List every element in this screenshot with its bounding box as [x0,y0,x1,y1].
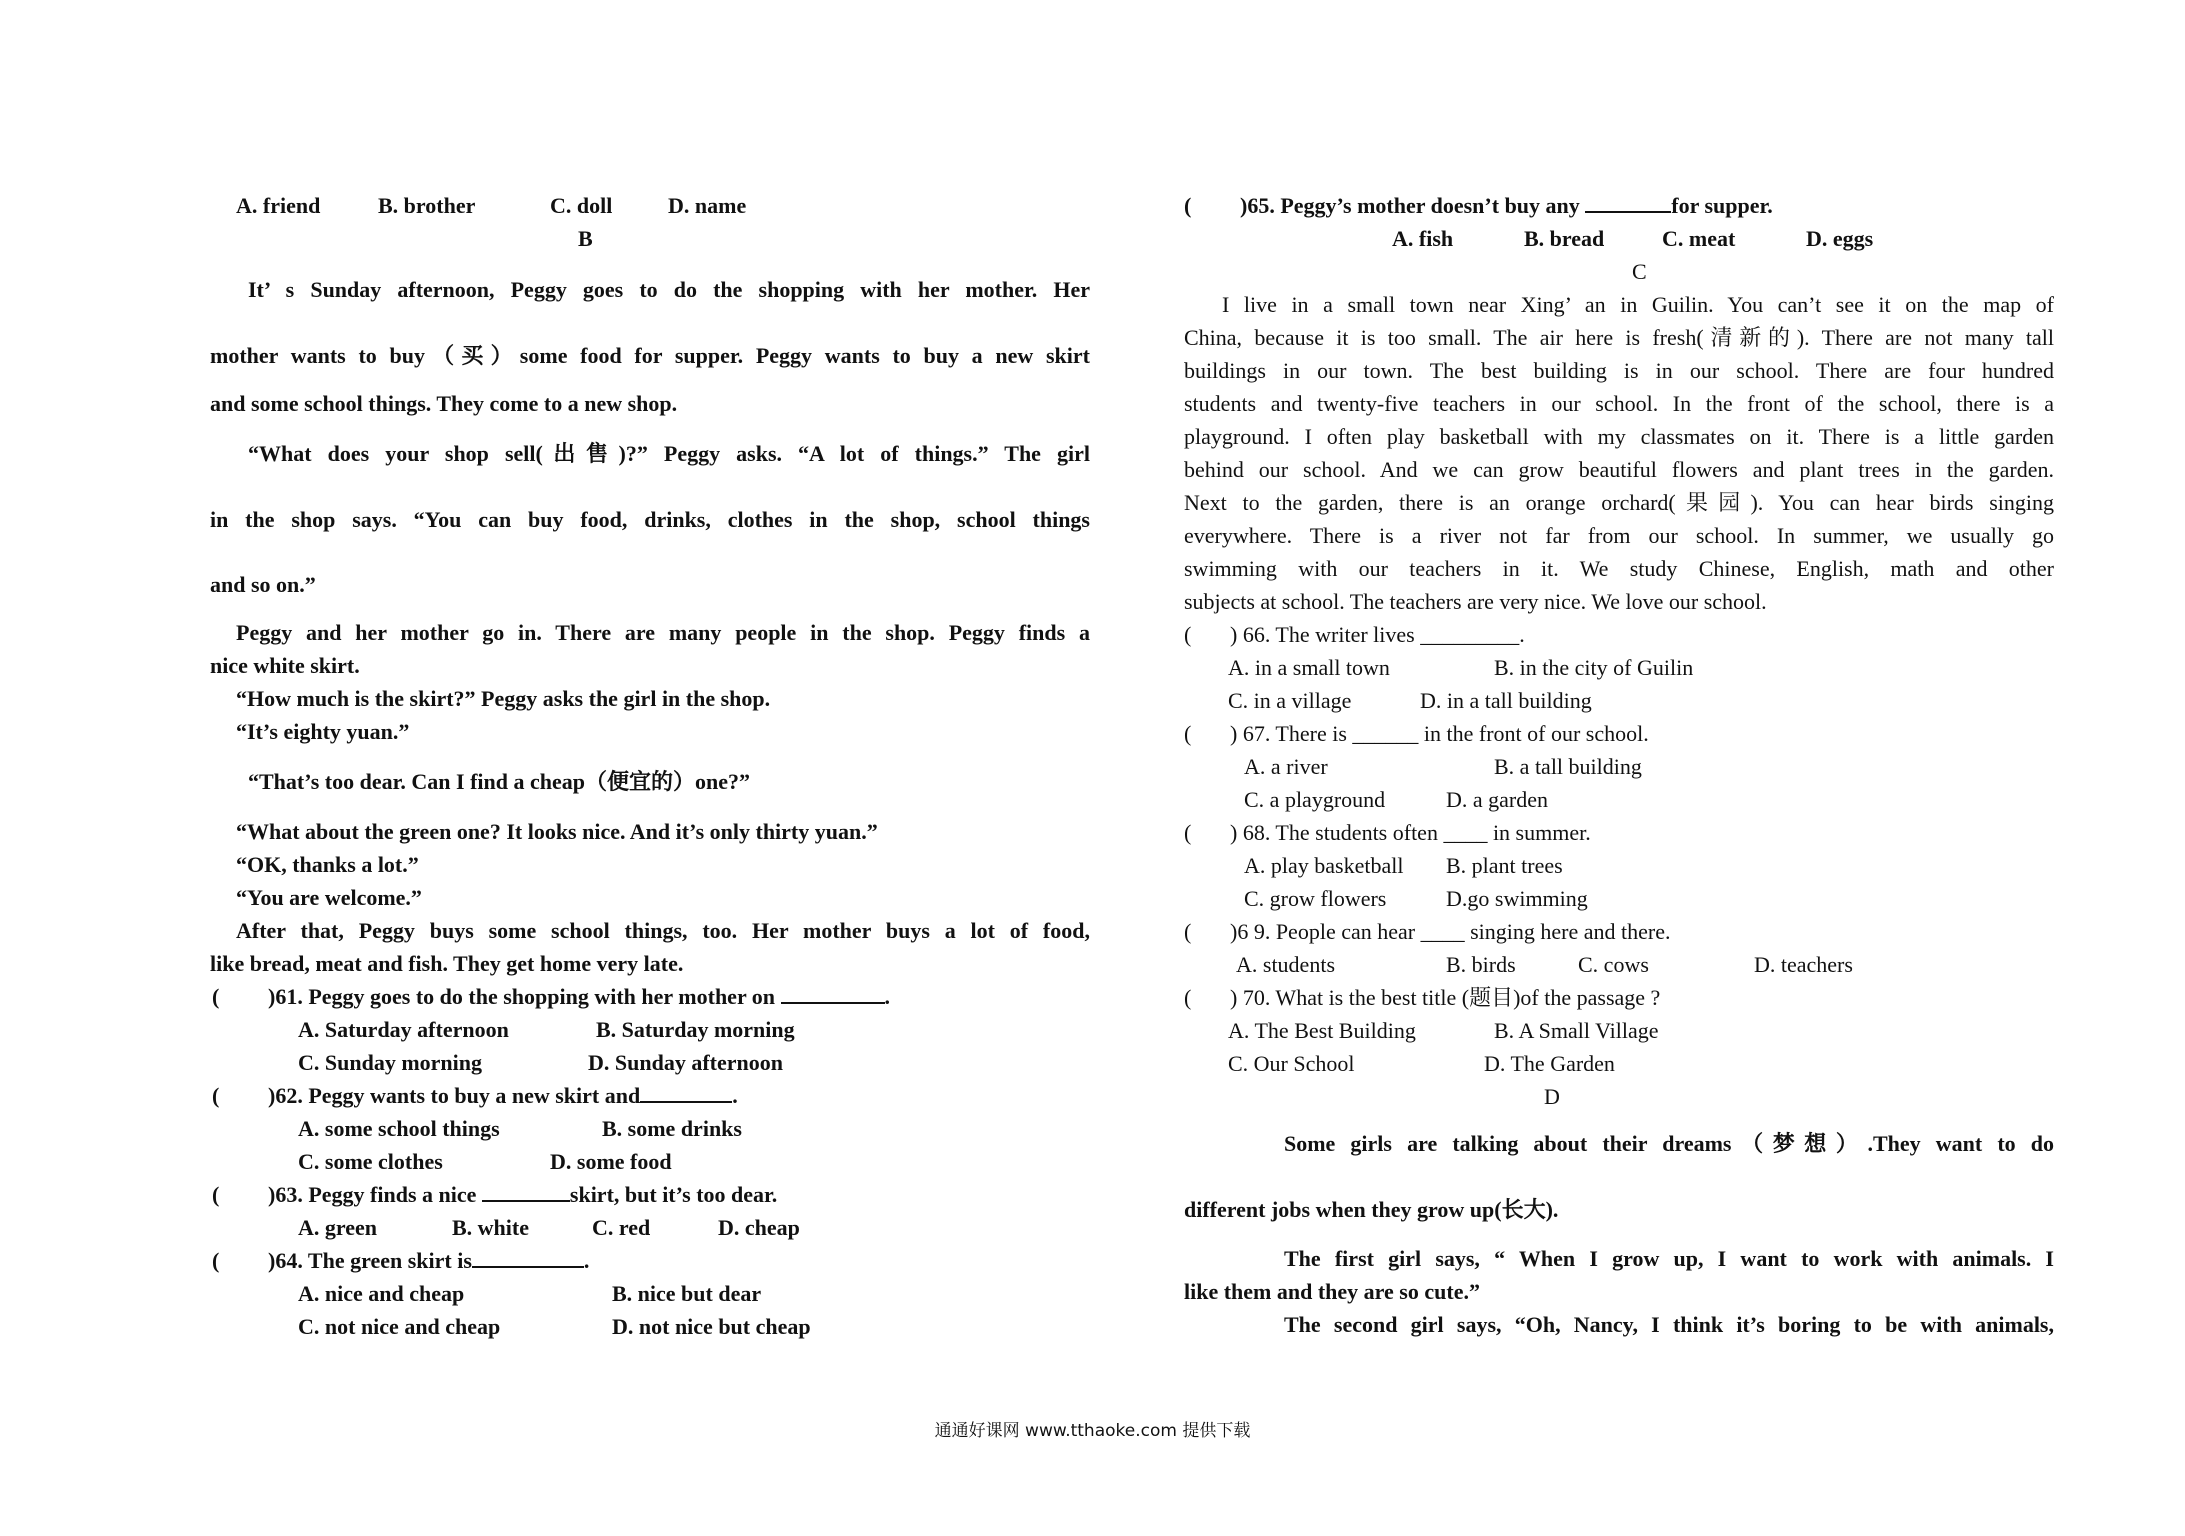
paragraph-line: Some girls are talking about their dreams（梦想）.They want to do [1284,1131,2054,1156]
paragraph-line: like them and they are so cute.” [1184,1279,1480,1304]
answer-bracket: ( [1184,919,1192,944]
option-d: D. in a tall building [1420,688,1592,713]
paragraph-line: buildings in our town. The best building is in our school. There are four hundred [1184,358,2054,383]
paragraph-line: After that, Peggy buys some school things, too. Her mother buys a lot of food, [236,918,1090,943]
option-a: A. The Best Building [1228,1018,1416,1043]
option-c: C. a playground [1244,787,1386,812]
option-c: C. in a village [1228,688,1352,713]
question-text: )62. Peggy wants to buy a new skirt and . [268,1079,738,1112]
answer-bracket: ( [212,1083,220,1108]
option-b: B. brother [378,193,476,218]
option-d: D. cheap [718,1215,800,1240]
paragraph-line: The first girl says, “ When I grow up, I want to work with animals. I [1284,1246,2054,1271]
answer-blank [781,980,885,1004]
option-b: B. a tall building [1494,754,1642,779]
option-b: B. some drinks [602,1116,742,1141]
question-text: ) 67. There is ______ in the front of our school. [1230,721,1649,746]
answer-bracket: ( [1184,820,1192,845]
question-text: )6 9. People can hear ____ singing here and there. [1230,919,1671,944]
paragraph-line: It’ s Sunday afternoon, Peggy goes to do the shopping with her mother. Her [248,277,1090,302]
option-a: A. students [1236,952,1335,977]
section-letter-b: B [578,226,593,251]
dialogue-line: “You are welcome.” [236,885,422,910]
option-c: C. Our School [1228,1051,1355,1076]
option-d: D. Sunday afternoon [588,1050,783,1075]
section-letter-d: D [1544,1084,1560,1109]
answer-bracket: ( [212,1182,220,1207]
paragraph-line: “What does your shop sell(出售)?” Peggy asks. “A lot of things.” The girl [248,441,1090,466]
question-text: )61. Peggy goes to do the shopping with her mother on . [268,980,890,1013]
option-a: A. friend [236,193,321,218]
paragraph-line: and some school things. They come to a new shop. [210,391,678,416]
option-a: A. a river [1244,754,1328,779]
page-footer: 通通好课网 www.tthaoke.com 提供下载 [934,1421,1251,1441]
dialogue-line: “What about the green one? It looks nice. And it’s only thirty yuan.” [236,819,878,844]
question-text: )64. The green skirt is . [268,1244,589,1277]
dialogue-line: “OK, thanks a lot.” [236,852,419,877]
option-d: D. not nice but cheap [612,1314,811,1339]
paragraph-line: nice white skirt. [210,653,360,678]
question-text: ) 68. The students often ____ in summer. [1230,820,1591,845]
option-a: A. Saturday afternoon [298,1017,509,1042]
section-letter-c: C [1632,259,1647,284]
paragraph-line: like bread, meat and fish. They get home very late. [210,951,684,976]
paragraph-line: Next to the garden, there is an orange orchard(果园). You can hear birds singing [1184,490,2054,515]
question-text: )63. Peggy finds a nice skirt, but it’s too dear. [268,1178,777,1211]
option-c: C. meat [1662,226,1736,251]
option-a: A. green [298,1215,378,1240]
answer-bracket: ( [212,984,220,1009]
answer-blank [640,1079,732,1103]
paragraph-line: mother wants to buy（买）some food for supper. Peggy wants to buy a new skirt [210,343,1090,368]
option-b: B. in the city of Guilin [1494,655,1694,680]
option-b: B. Saturday morning [596,1017,795,1042]
option-b: B. birds [1446,952,1516,977]
option-b: B. plant trees [1446,853,1563,878]
option-b: B. bread [1524,226,1605,251]
option-b: B. nice but dear [612,1281,762,1306]
answer-bracket: ( [1184,622,1192,647]
option-d: D. eggs [1806,226,1874,251]
paragraph-line: students and twenty-five teachers in our school. In the front of the school, there is a [1184,391,2054,416]
paragraph-line: subjects at school. The teachers are very nice. We love our school. [1184,589,1767,614]
option-c: C. doll [550,193,613,218]
option-c: C. cows [1578,952,1649,977]
paragraph-line: I live in a small town near Xing’ an in Guilin. You can’t see it on the map of [1222,292,2054,317]
question-text: ) 70. What is the best title (题目)of the passage ? [1230,985,1661,1010]
answer-bracket: ( [212,1248,220,1273]
option-d: D.go swimming [1446,886,1588,911]
option-d: D. The Garden [1484,1051,1615,1076]
answer-blank [1585,189,1671,213]
answer-bracket: ( [1184,193,1192,218]
paragraph-line: swimming with our teachers in it. We study Chinese, English, math and other [1184,556,2054,581]
option-b: B. white [452,1215,529,1240]
option-d: D. name [668,193,747,218]
paragraph-line: in the shop says. “You can buy food, drinks, clothes in the shop, school things [210,507,1090,532]
option-c: C. red [592,1215,651,1240]
answer-bracket: ( [1184,721,1192,746]
option-a: A. nice and cheap [298,1281,465,1306]
dialogue-line: “It’s eighty yuan.” [236,719,410,744]
paragraph-line: and so on.” [210,572,316,597]
option-c: C. grow flowers [1244,886,1387,911]
option-c: C. some clothes [298,1149,443,1174]
question-text: ) 66. The writer lives _________. [1230,622,1525,647]
paragraph-line: Peggy and her mother go in. There are many people in the shop. Peggy finds a [236,620,1090,645]
option-a: A. in a small town [1228,655,1390,680]
option-d: D. a garden [1446,787,1549,812]
option-a: A. some school things [298,1116,500,1141]
dialogue-line: “That’s too dear. Can I find a cheap（便宜的）one?” [248,769,750,794]
option-c: C. Sunday morning [298,1050,483,1075]
paragraph-line: everywhere. There is a river not far from our school. In summer, we usually go [1184,523,2054,548]
option-d: D. some food [550,1149,672,1174]
paragraph-line: The second girl says, “Oh, Nancy, I think it’s boring to be with animals, [1284,1312,2054,1337]
paragraph-line: China, because it is too small. The air here is fresh(清新的). There are not many tall [1184,325,2054,350]
option-c: C. not nice and cheap [298,1314,501,1339]
paragraph-line: playground. I often play basketball with my classmates on it. There is a little garden [1184,424,2054,449]
option-a: A. play basketball [1244,853,1404,878]
answer-bracket: ( [1184,985,1192,1010]
answer-blank [482,1178,570,1202]
option-d: D. teachers [1754,952,1853,977]
question-text: )65. Peggy’s mother doesn’t buy any for supper. [1240,189,1773,222]
paragraph-line: behind our school. And we can grow beautiful flowers and plant trees in the garden. [1184,457,2054,482]
dialogue-line: “How much is the skirt?” Peggy asks the girl in the shop. [236,686,771,711]
option-b: B. A Small Village [1494,1018,1659,1043]
answer-blank [472,1244,584,1268]
paragraph-line: different jobs when they grow up(长大). [1184,1197,1559,1222]
option-a: A. fish [1392,226,1454,251]
